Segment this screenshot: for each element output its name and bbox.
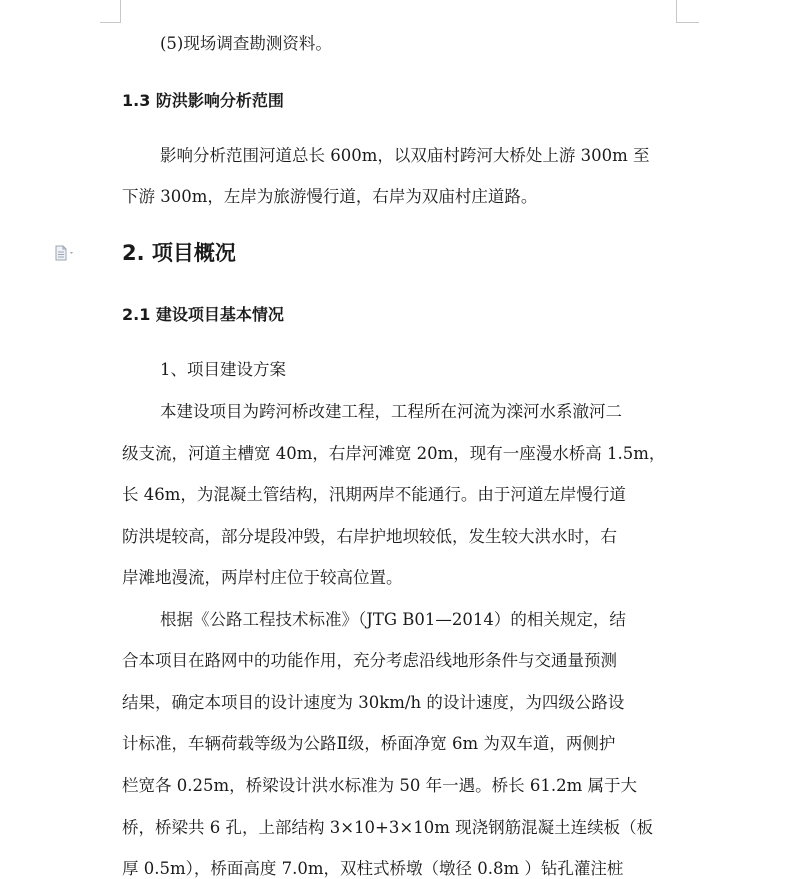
paragraph-line: 厚 0.5m），桥面高度 7.0m，双柱式桥墩（墩径 0.8m ）钻孔灌注桩 — [122, 859, 624, 878]
paragraph-line: 桥，桥梁共 6 孔，上部结构 3×10+3×10m 现浇钢筋混凝土连续板（板 — [122, 818, 654, 837]
paragraph-line: 合本项目在路网中的功能作用，充分考虑沿线地形条件与交通量预测 — [122, 651, 617, 670]
page-corner-mark — [100, 0, 121, 23]
paragraph-line: 本建设项目为跨河桥改建工程，工程所在河流为滦河水系澈河二 — [160, 402, 622, 421]
list-item: (5)现场调查勘测资料。 — [160, 34, 332, 53]
paragraph-line: 长 46m，为混凝土管结构，汛期两岸不能通行。由于河道左岸慢行道 — [122, 485, 626, 504]
paragraph-line: 根据《公路工程技术标准》（JTG B01—2014）的相关规定，结 — [160, 610, 626, 629]
document-outline-icon[interactable] — [55, 245, 75, 261]
paragraph-line: 下游 300m，左岸为旅游慢行道，右岸为双庙村庄道路。 — [122, 187, 538, 206]
page-corner-mark — [676, 0, 699, 23]
list-item: 1、项目建设方案 — [160, 360, 286, 379]
paragraph-line: 影响分析范围河道总长 600m，以双庙村跨河大桥处上游 300m 至 — [160, 146, 650, 165]
paragraph-line: 级支流，河道主槽宽 40m，右岸河滩宽 20m，现有一座漫水桥高 1.5m， — [122, 444, 666, 463]
paragraph-line: 防洪堤较高，部分堤段冲毁，右岸护地坝较低，发生较大洪水时，右 — [122, 527, 617, 546]
paragraph-line: 计标准，车辆荷载等级为公路Ⅱ级，桥面净宽 6m 为双车道，两侧护 — [122, 734, 616, 753]
paragraph-line: 岸滩地漫流，两岸村庄位于较高位置。 — [122, 568, 403, 587]
chapter-heading: 2. 项目概况 — [122, 241, 236, 265]
paragraph-line: 栏宽各 0.25m，桥梁设计洪水标准为 50 年一遇。桥长 61.2m 属于大 — [122, 776, 637, 795]
section-heading: 2.1 建设项目基本情况 — [122, 305, 284, 324]
section-heading: 1.3 防洪影响分析范围 — [122, 91, 284, 110]
paragraph-line: 结果，确定本项目的设计速度为 30km/h 的设计速度，为四级公路设 — [122, 693, 625, 712]
